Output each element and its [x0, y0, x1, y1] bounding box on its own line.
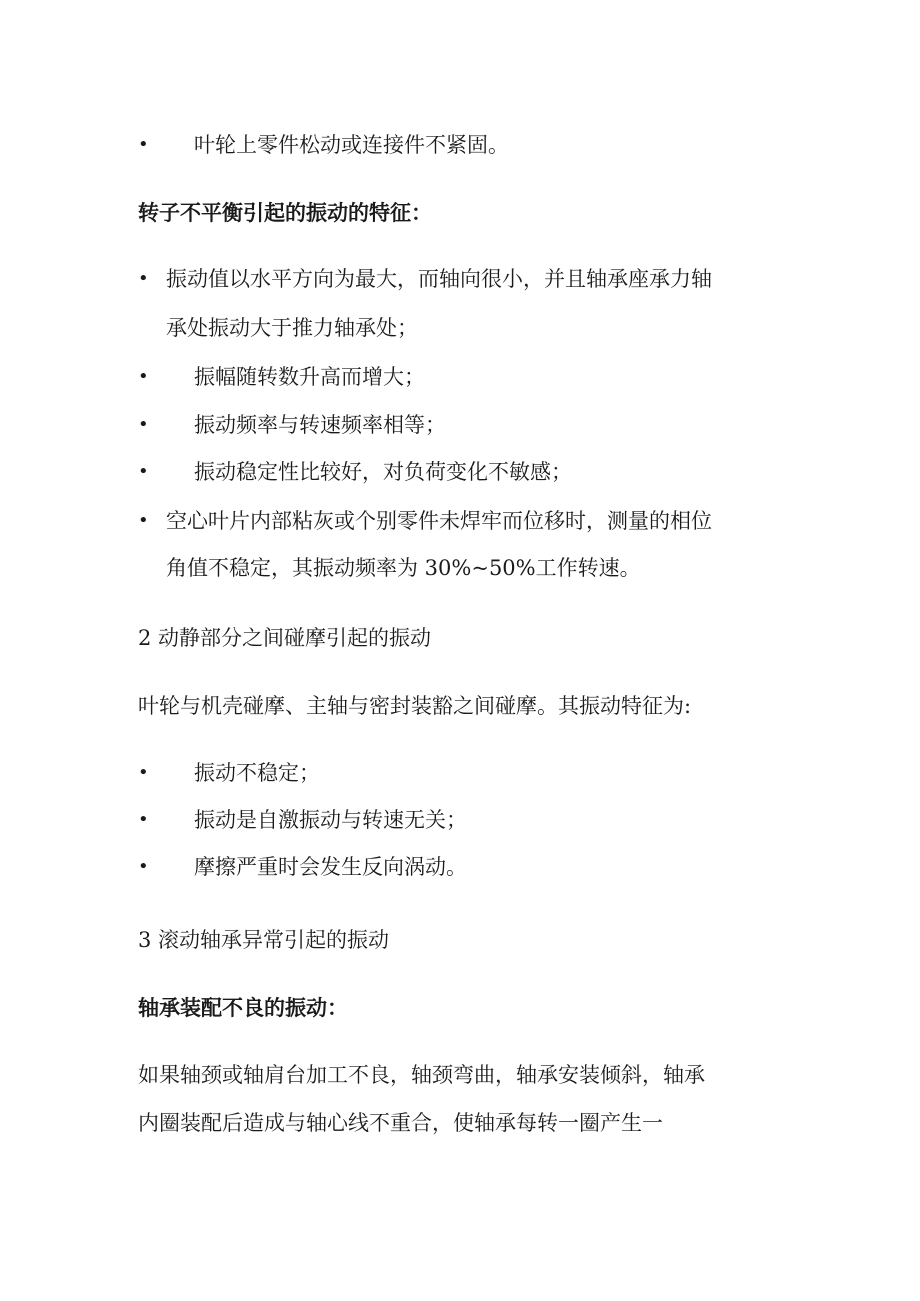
- list-item: 叶轮上零件松动或连接件不紧固。: [194, 133, 509, 157]
- list-item-line: 振动值以水平方向为最大，而轴向很小，并且轴承座承力轴: [166, 267, 712, 291]
- bullet-marker: •: [138, 366, 149, 387]
- list-item: 摩擦严重时会发生反向涡动。: [194, 855, 467, 879]
- list-item: 振动是自激振动与转速无关；: [194, 808, 467, 832]
- bullet-marker: •: [138, 856, 149, 877]
- list-item-line: 角值不稳定，其振动频率为 30%~50%工作转速。: [166, 556, 641, 580]
- bullet-marker: •: [138, 414, 149, 435]
- list-item: 振动不稳定；: [194, 761, 320, 785]
- bullet-marker: •: [138, 510, 149, 531]
- section-heading-bearing: 3 滚动轴承异常引起的振动: [138, 928, 390, 952]
- section-heading-rotor-imbalance: 转子不平衡引起的振动的特征：: [138, 200, 432, 225]
- subsection-heading: 轴承装配不良的振动：: [138, 995, 348, 1020]
- paragraph-line: 如果轴颈或轴肩台加工不良，轴颈弯曲，轴承安装倾斜，轴承: [138, 1063, 705, 1087]
- list-item: 振动频率与转速频率相等；: [194, 413, 446, 437]
- section-heading-rubbing: 2 动静部分之间碰摩引起的振动: [138, 626, 432, 650]
- list-item-line: 空心叶片内部粘灰或个别零件未焊牢而位移时，测量的相位: [166, 509, 712, 533]
- bullet-marker: •: [138, 134, 149, 155]
- bullet-marker: •: [138, 762, 149, 783]
- paragraph-line: 内圈装配后造成与轴心线不重合，使轴承每转一圈产生一: [138, 1111, 663, 1135]
- list-item-line: 承处振动大于推力轴承处；: [166, 316, 418, 340]
- bullet-marker: •: [138, 461, 149, 482]
- list-item: 振幅随转数升高而增大；: [194, 365, 425, 389]
- list-item: 振动稳定性比较好，对负荷变化不敏感；: [194, 460, 572, 484]
- paragraph: 叶轮与机壳碰摩、主轴与密封装豁之间碰摩。其振动特征为:: [138, 694, 692, 718]
- bullet-marker: •: [138, 268, 149, 289]
- bullet-marker: •: [138, 809, 149, 830]
